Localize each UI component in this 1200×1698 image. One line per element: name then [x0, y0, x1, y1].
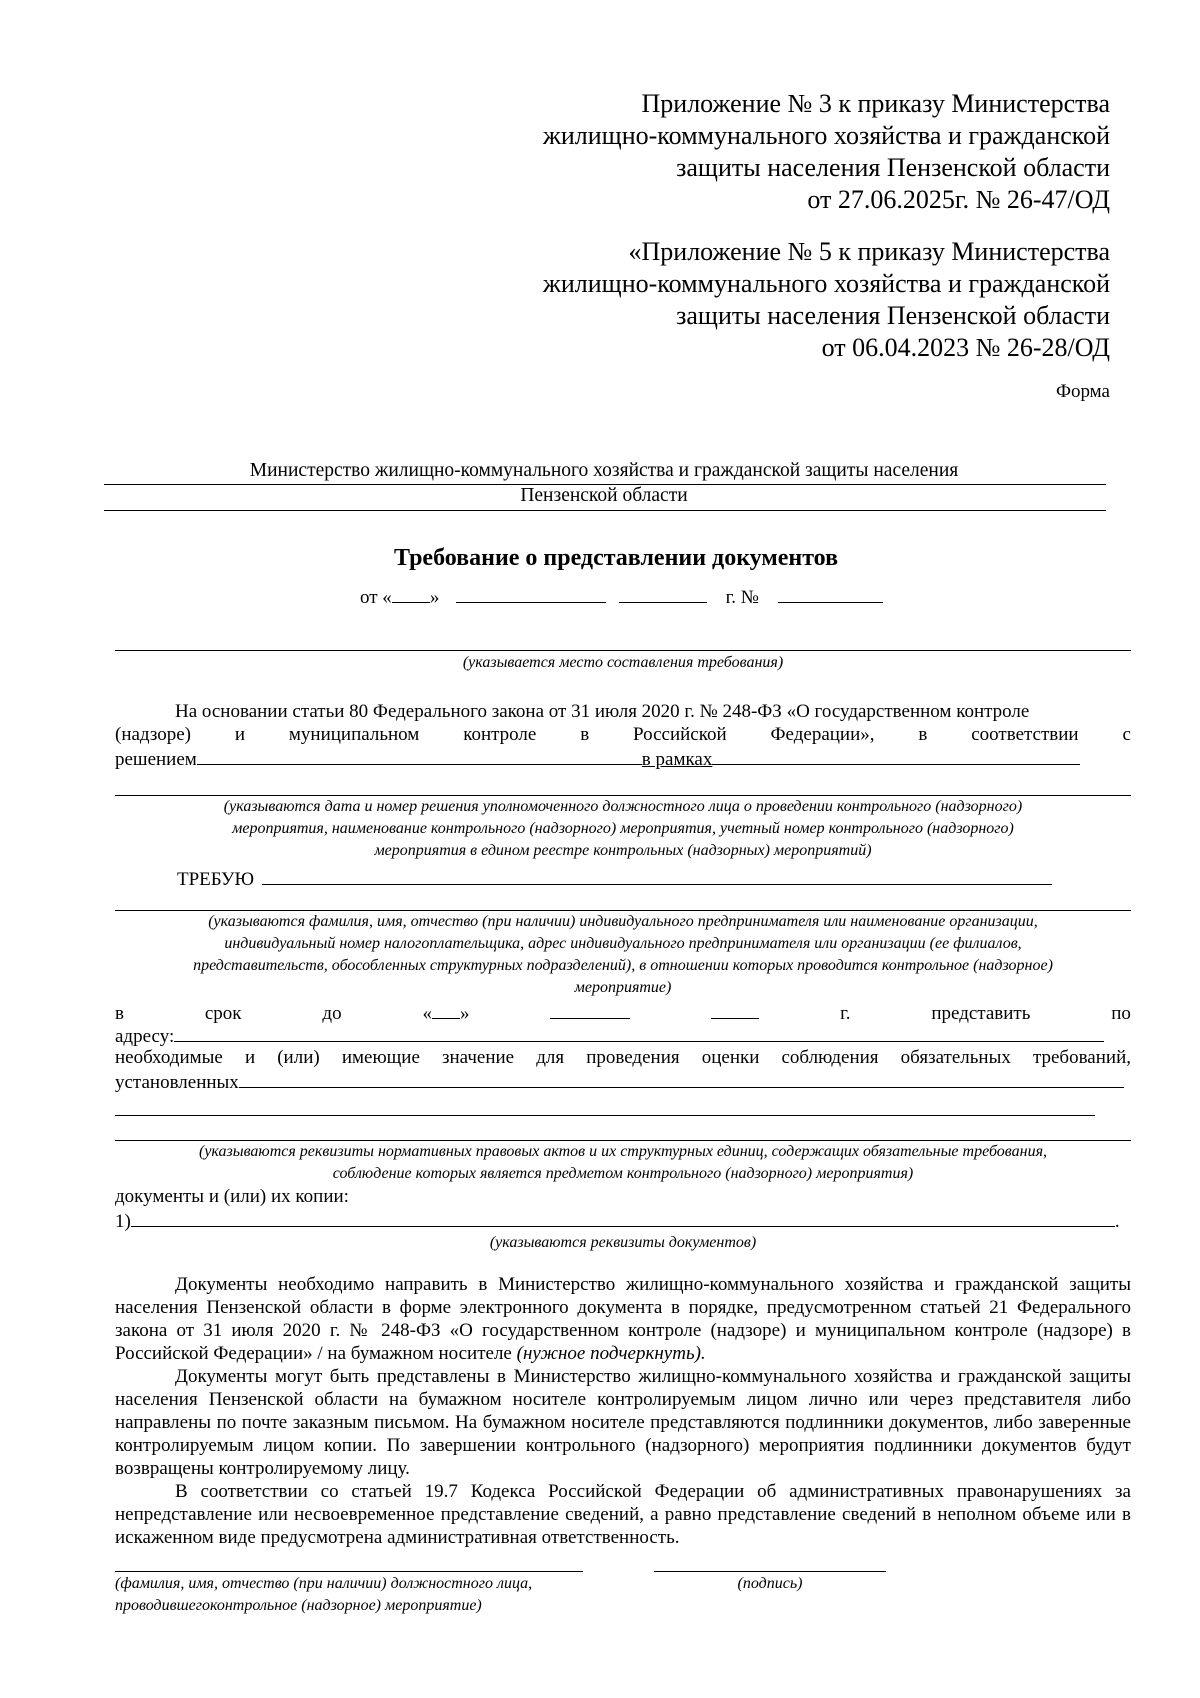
hint-line: (указываются фамилия, имя, отчество (при наличии) индивидуального предпринимателя или наименование организации,: [208, 913, 1038, 930]
decision-blank[interactable]: [197, 746, 642, 765]
header-line: от 27.06.2025г. № 26-47/ОД: [807, 185, 1110, 214]
basis-line-2: [115, 723, 1131, 746]
hint-line: мероприятия в едином реестре контрольных (надзорных) мероприятий): [374, 842, 872, 859]
basis-word: муниципальном: [288, 724, 420, 745]
ministry-underline: [104, 484, 1106, 485]
term-row: [115, 1000, 1131, 1025]
in-frame-label: в рамках: [641, 749, 713, 770]
year-blank[interactable]: [619, 584, 707, 603]
quote-open: «: [422, 1003, 432, 1024]
appendix-5-header: [543, 236, 1110, 364]
term-by: по: [1111, 1003, 1131, 1024]
quote-close: »: [459, 1003, 470, 1024]
person-hint: [115, 911, 1131, 999]
year-number-label: г. №: [725, 587, 759, 608]
documents-hint: (указываются реквизиты документов): [489, 1234, 757, 1251]
established-row: [115, 1069, 1131, 1094]
term-day-blank[interactable]: [432, 1000, 460, 1019]
header-line: жилищно-коммунального хозяйства и гражданской: [542, 121, 1110, 150]
basis-word: с: [1122, 724, 1131, 745]
demand-row: [177, 866, 1052, 891]
term-year-blank[interactable]: [711, 1000, 759, 1019]
appendix-3-header: [543, 88, 1110, 216]
in-frame-blank[interactable]: [712, 746, 1080, 765]
basis-word: контроле: [463, 724, 537, 745]
hint-line: мероприятие): [574, 979, 672, 996]
requisites-hint: [115, 1141, 1131, 1185]
demand-blank[interactable]: [262, 866, 1052, 885]
document-item: [115, 1208, 1120, 1233]
decision-hint: [115, 796, 1131, 862]
date-quote: »: [429, 587, 440, 608]
demand-label: ТРЕБУЮ: [177, 869, 255, 890]
basis-word: Федерации»,: [770, 724, 875, 745]
basis-paragraph: [115, 700, 1131, 771]
official-hint: [115, 1573, 532, 1617]
official-signature-line[interactable]: [115, 1571, 583, 1572]
hint-line: мероприятия, наименование контрольного (надзорного) мероприятия, учетный номер контрольного (надзорного): [232, 820, 1014, 837]
hint-line: (указываются реквизиты нормативных правовых актов и их структурных единиц, содержащих обязательные требования,: [199, 1143, 1047, 1160]
address-row: [115, 1023, 1104, 1048]
paragraph-paper: Документы могут быть представлены в Министерство жилищно-коммунального хозяйства и гражданской защиты населения Пензенской области на бумажном носителе контролируемым лицом лично или через представителя либо направлены по почте заказным письмом. На бумажном носителе представляются подлинники документов, либо заверенные контролируемым лицом копии. По завершении контрольного (надзорного) мероприятия подлинники документов будут возвращены контролируемому лицу.: [115, 1366, 1131, 1479]
document-item-blank[interactable]: [131, 1208, 1115, 1227]
ministry-name: [108, 458, 1100, 508]
hint-line: соблюдение которых является предметом контрольного (надзорного) мероприятия): [332, 1165, 914, 1182]
paragraph-submission-note: (нужное подчеркнуть).: [516, 1343, 706, 1364]
signature-line[interactable]: [654, 1571, 886, 1572]
header-line: Приложение № 3 к приказу Министерства: [641, 89, 1110, 118]
address-label: адресу:: [115, 1026, 175, 1047]
header-line: защиты населения Пензенской области: [676, 301, 1110, 330]
document-item-end: .: [1114, 1211, 1120, 1232]
term-word: срок: [204, 1003, 242, 1024]
paragraph-submission-text: Документы необходимо направить в Министерство жилищно-коммунального хозяйства и гражданской защиты населения Пензенской области в форме электронного документа в порядке, предусмотренном статьей 21 Федерального закона от 31 июля 2020 г. № 248-ФЗ «О государственном контроле (надзоре) и муниципальном контроле (надзоре) в Российской Федерации» / на бумажном носителе: [115, 1274, 1131, 1364]
term-day: [422, 1000, 469, 1025]
place-line[interactable]: [115, 650, 1131, 651]
address-blank[interactable]: [174, 1023, 1104, 1042]
date-prefix: от «: [360, 587, 392, 608]
term-month-blank[interactable]: [550, 1000, 630, 1019]
necessary-line: необходимые и (или) имеющие значение для проведения оценки соблюдения обязательных требований,: [115, 1047, 1131, 1068]
basis-word: и: [234, 724, 246, 745]
header-line: от 06.04.2023 № 26-28/ОД: [821, 333, 1110, 362]
month-blank[interactable]: [456, 584, 606, 603]
basis-word: в: [580, 724, 590, 745]
basis-line-3: [115, 746, 1131, 771]
documents-label: документы и (или) их копии:: [115, 1186, 349, 1207]
basis-word: Российской: [633, 724, 727, 745]
necessary-paragraph: [115, 1046, 1131, 1094]
day-blank[interactable]: [392, 584, 430, 603]
header-line: защиты населения Пензенской области: [676, 153, 1110, 182]
hint-line: (указываются дата и номер решения уполномоченного должностного лица о проведении контрольного (надзорного): [223, 798, 1023, 815]
hint-line: индивидуальный номер налогоплательщика, адрес индивидуального предпринимателя или организации (ее филиалов,: [224, 935, 1022, 952]
hint-line: (фамилия, имя, отчество (при наличии) должностного лица,: [115, 1575, 533, 1592]
established-label: установленных: [115, 1072, 239, 1093]
paragraph-liability: В соответствии со статьей 19.7 Кодекса Российской Федерации об административных правонарушениях за непредставление или несвоевременное представление сведений, а равно представление сведений в неполном объеме или в искаженном виде предусмотрена административная ответственность.: [115, 1481, 1131, 1548]
ministry-line-1: Министерство жилищно-коммунального хозяйства и гражданской защиты населения: [249, 460, 959, 481]
basis-word: в: [918, 724, 928, 745]
basis-word: соответствии: [971, 724, 1079, 745]
instructions-text: [115, 1273, 1131, 1549]
header-line: жилищно-коммунального хозяйства и гражданской: [542, 269, 1110, 298]
hint-line: представительств, обособленных структурных подразделений), в отношении которых проводится контрольное (надзорное): [193, 957, 1053, 974]
basis-word: (надзоре): [115, 724, 191, 745]
decision-label: решением: [115, 749, 197, 770]
requisites-line-1[interactable]: [115, 1115, 1095, 1116]
term-present: представить: [931, 1003, 1031, 1024]
form-label: Форма: [1055, 381, 1110, 402]
ministry-underline: [104, 510, 1106, 511]
ministry-line-2: Пензенской области: [520, 485, 688, 506]
term-word: в: [115, 1003, 124, 1024]
signature-hint: (подпись): [737, 1575, 803, 1592]
paragraph-submission: [115, 1273, 1131, 1365]
place-hint: (указывается место составления требования): [462, 654, 784, 671]
hint-line: проводившегоконтрольное (надзорное) мероприятие): [115, 1597, 482, 1614]
date-line: [360, 584, 883, 609]
document-title: Требование о представлении документов: [393, 545, 839, 571]
term-word: до: [322, 1003, 342, 1024]
header-line: «Приложение № 5 к приказу Министерства: [628, 237, 1110, 266]
document-item-number: 1): [115, 1211, 131, 1232]
term-year-label: г.: [840, 1003, 851, 1024]
number-blank[interactable]: [778, 584, 883, 603]
established-blank[interactable]: [239, 1069, 1124, 1088]
basis-line-1: На основании статьи 80 Федерального закона от 31 июля 2020 г. № 248-ФЗ «О государственном контроле: [175, 701, 1030, 722]
